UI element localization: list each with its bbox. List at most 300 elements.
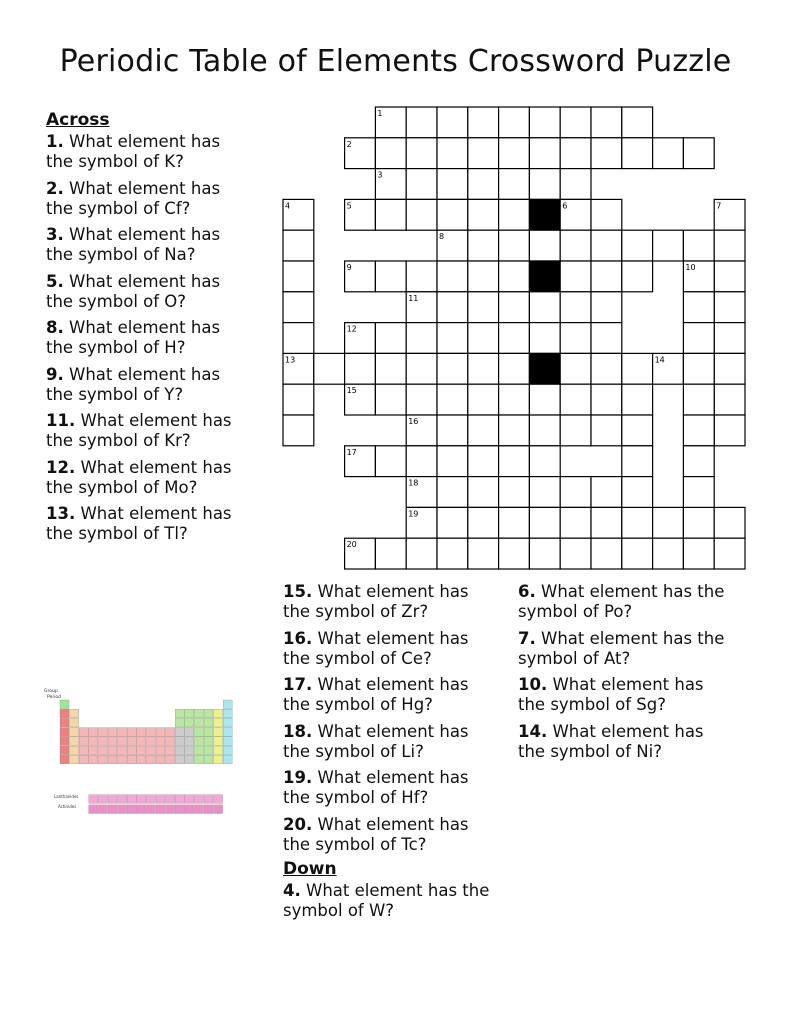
crossword-cell[interactable]	[437, 138, 468, 169]
crossword-cell[interactable]	[437, 107, 468, 138]
clue-text: What element has the symbol of Li?	[283, 721, 469, 761]
crossword-cell[interactable]	[283, 230, 314, 261]
crossword-cell[interactable]	[437, 384, 468, 415]
periodic-table-cell	[223, 709, 232, 718]
crossword-cell[interactable]	[683, 415, 714, 446]
crossword-cell[interactable]	[529, 538, 560, 569]
clue-text: What element has the symbol of Tc?	[283, 814, 469, 854]
cell-number: 18	[408, 478, 419, 488]
crossword-cell[interactable]	[529, 107, 560, 138]
crossword-cell[interactable]	[714, 538, 745, 569]
periodic-table-cell	[98, 795, 107, 804]
clue-text: What element has the symbol of At?	[518, 628, 725, 668]
crossword-cell[interactable]	[529, 169, 560, 200]
crossword-cell[interactable]	[437, 261, 468, 292]
crossword-cell[interactable]	[437, 538, 468, 569]
crossword-cell[interactable]	[591, 384, 622, 415]
crossword-cell[interactable]	[591, 477, 622, 508]
crossword-cell[interactable]	[468, 261, 499, 292]
clue-text: What element has the symbol of H?	[46, 318, 221, 357]
periodic-table-cell	[118, 746, 127, 755]
crossword-cell[interactable]	[714, 384, 745, 415]
periodic-table-cell	[98, 737, 107, 746]
crossword-cell[interactable]	[714, 415, 745, 446]
crossword-cell[interactable]	[622, 415, 653, 446]
crossword-cell[interactable]	[283, 384, 314, 415]
periodic-table-cell	[108, 746, 117, 755]
periodic-table-cell	[166, 755, 175, 764]
periodic-table-cell	[137, 746, 146, 755]
periodic-table-cell	[156, 755, 165, 764]
crossword-cell[interactable]	[622, 538, 653, 569]
periodic-table-cell	[204, 728, 213, 737]
cell-number: 20	[346, 540, 357, 550]
crossword-cell[interactable]	[437, 353, 468, 384]
crossword-cell[interactable]	[499, 415, 530, 446]
periodic-table-cell	[214, 709, 223, 718]
cell-number: 19	[408, 509, 419, 519]
crossword-cell[interactable]	[622, 230, 653, 261]
periodic-table-cell	[118, 755, 127, 764]
cell-number: 7	[716, 201, 722, 211]
periodic-table-cell	[185, 746, 194, 755]
crossword-cell[interactable]	[560, 353, 591, 384]
crossword-cell[interactable]	[622, 261, 653, 292]
periodic-table-cell	[89, 737, 98, 746]
crossword-cell[interactable]	[560, 261, 591, 292]
crossword-cell[interactable]	[529, 384, 560, 415]
clue-number: 18.	[283, 721, 313, 741]
crossword-cell[interactable]	[406, 199, 437, 230]
crossword-cell[interactable]	[560, 384, 591, 415]
crossword-cell[interactable]	[529, 230, 560, 261]
crossword-cell[interactable]	[437, 292, 468, 323]
crossword-cell[interactable]	[591, 292, 622, 323]
crossword-cell[interactable]	[375, 199, 406, 230]
crossword-cell[interactable]	[283, 323, 314, 354]
clue-text: What element has the symbol of Sg?	[518, 675, 704, 714]
crossword-cell[interactable]	[683, 384, 714, 415]
crossword-cell[interactable]	[683, 538, 714, 569]
clue-number: 7.	[518, 628, 536, 648]
periodic-table-cell	[146, 737, 155, 746]
crossword-cell[interactable]	[499, 538, 530, 569]
periodic-table-cell	[118, 805, 127, 814]
periodic-table-cell	[156, 728, 165, 737]
crossword-cell[interactable]	[622, 446, 653, 477]
crossword-cell[interactable]	[529, 415, 560, 446]
clue-text: What element has the symbol of W?	[283, 881, 490, 920]
periodic-table-cell	[60, 755, 69, 764]
crossword-cell[interactable]	[468, 446, 499, 477]
periodic-table-cell	[214, 737, 223, 746]
clue-text: What element has the symbol of Hf?	[283, 768, 469, 807]
periodic-table-cell	[137, 728, 146, 737]
crossword-cell[interactable]	[375, 446, 406, 477]
crossword-cell[interactable]	[591, 261, 622, 292]
crossword-cell[interactable]	[499, 107, 530, 138]
periodic-table-image	[44, 686, 276, 816]
periodic-table-cell	[127, 737, 136, 746]
periodic-table-cell	[60, 718, 69, 727]
periodic-table-cell	[223, 755, 232, 764]
crossword-cell[interactable]	[499, 261, 530, 292]
periodic-table-cell	[204, 718, 213, 727]
crossword-cell[interactable]	[560, 230, 591, 261]
crossword-cell[interactable]	[468, 507, 499, 538]
crossword-cell[interactable]	[499, 507, 530, 538]
periodic-table-cell	[204, 709, 213, 718]
crossword-cell[interactable]	[529, 323, 560, 354]
clue-number: 9.	[46, 364, 64, 384]
crossword-cell[interactable]	[683, 446, 714, 477]
crossword-cell[interactable]	[437, 477, 468, 508]
periodic-table-cell	[70, 737, 79, 746]
periodic-table-cell	[214, 746, 223, 755]
clue-text: What element has the symbol of Cf?	[46, 178, 221, 218]
crossword-cell[interactable]	[375, 353, 406, 384]
periodic-table-cell	[98, 728, 107, 737]
crossword-cell[interactable]	[468, 138, 499, 169]
crossword-cell[interactable]	[468, 415, 499, 446]
periodic-table-cell	[214, 805, 223, 814]
periodic-table-cell	[166, 728, 175, 737]
crossword-cell[interactable]	[622, 353, 653, 384]
crossword-cell[interactable]	[560, 415, 591, 446]
periodic-table-cell	[137, 805, 146, 814]
clue-number: 8.	[46, 318, 64, 337]
crossword-cell[interactable]	[591, 538, 622, 569]
periodic-table-cell	[137, 795, 146, 804]
periodic-table-cell	[223, 737, 232, 746]
periodic-table-cell	[223, 718, 232, 727]
periodic-table-cell	[146, 795, 155, 804]
periodic-table-cell	[127, 795, 136, 804]
periodic-table-cell	[175, 795, 184, 804]
clue-number: 16.	[283, 628, 313, 648]
crossword-black-cell	[529, 353, 560, 384]
crossword-cell[interactable]	[714, 353, 745, 384]
periodic-table-cell	[89, 728, 98, 737]
crossword-cell[interactable]	[622, 384, 653, 415]
periodic-table-cell	[194, 805, 203, 814]
cell-number: 8	[439, 232, 445, 242]
crossword-cell[interactable]	[591, 107, 622, 138]
periodic-table-cell	[98, 746, 107, 755]
crossword-cell[interactable]	[406, 261, 437, 292]
crossword-cell[interactable]	[375, 538, 406, 569]
crossword-cell[interactable]	[468, 384, 499, 415]
crossword-cell[interactable]	[683, 477, 714, 508]
periodic-table-cell	[166, 805, 175, 814]
clue-number: 19.	[283, 768, 313, 787]
clue-number: 6.	[518, 582, 536, 601]
periodic-table-cell	[89, 795, 98, 804]
clue-number: 4.	[283, 881, 301, 900]
clue-text: What element has the symbol of Y?	[46, 364, 221, 404]
periodic-table-cell	[60, 709, 69, 718]
crossword-cell[interactable]	[375, 138, 406, 169]
crossword-cell[interactable]	[468, 477, 499, 508]
periodic-table-cell	[194, 746, 203, 755]
crossword-cell[interactable]	[375, 384, 406, 415]
periodic-table-cell	[108, 805, 117, 814]
crossword-cell[interactable]	[591, 353, 622, 384]
crossword-cell[interactable]	[653, 507, 684, 538]
crossword-cell[interactable]	[468, 230, 499, 261]
crossword-cell[interactable]	[560, 169, 591, 200]
periodic-table-cell	[185, 737, 194, 746]
cell-number: 3	[377, 170, 383, 180]
clue-number: 15.	[283, 582, 313, 601]
clue-number: 17.	[283, 675, 313, 694]
crossword-cell[interactable]	[591, 199, 622, 230]
periodic-table-cell	[185, 728, 194, 737]
clue-text: What element has the symbol of O?	[46, 271, 221, 311]
clue-text: What element has the symbol of Hg?	[283, 675, 469, 714]
crossword-cell[interactable]	[499, 138, 530, 169]
clue-number: 10.	[518, 675, 548, 694]
periodic-table-cell	[60, 700, 69, 709]
periodic-table-cell	[98, 755, 107, 764]
crossword-cell[interactable]	[499, 353, 530, 384]
periodic-table-cell	[89, 755, 98, 764]
crossword-cell[interactable]	[653, 230, 684, 261]
periodic-table-cell	[70, 728, 79, 737]
periodic-table-cell	[79, 746, 88, 755]
crossword-cell[interactable]	[714, 323, 745, 354]
clue-text: What element has the symbol of Ni?	[518, 721, 704, 761]
clue-text: What element has the symbol of Tl?	[46, 504, 232, 543]
cell-number: 16	[408, 417, 419, 426]
periodic-table-cell	[146, 746, 155, 755]
crossword-cell[interactable]	[499, 169, 530, 200]
crossword-cell[interactable]	[406, 323, 437, 354]
cell-number: 13	[285, 355, 296, 365]
periodic-table-cell	[194, 755, 203, 764]
periodic-table-cell	[185, 755, 194, 764]
periodic-table-cell	[214, 718, 223, 727]
crossword-cell[interactable]	[591, 230, 622, 261]
crossword-cell[interactable]	[283, 261, 314, 292]
periodic-table-cell	[137, 737, 146, 746]
periodic-table-cell	[108, 737, 117, 746]
crossword-cell[interactable]	[437, 323, 468, 354]
crossword-cell[interactable]	[591, 138, 622, 169]
periodic-table-cell	[175, 728, 184, 737]
crossword-cell[interactable]	[714, 292, 745, 323]
periodic-table-cell	[79, 755, 88, 764]
periodic-table-cell	[175, 709, 184, 718]
crossword-cell[interactable]	[560, 477, 591, 508]
crossword-cell[interactable]	[622, 107, 653, 138]
pt-group-label: Group	[44, 689, 58, 694]
crossword-black-cell	[529, 199, 560, 230]
crossword-cell[interactable]	[560, 138, 591, 169]
across-heading: Across	[46, 110, 110, 130]
crossword-cell[interactable]	[283, 415, 314, 446]
cell-number: 15	[346, 386, 357, 396]
crossword-cell[interactable]	[529, 292, 560, 323]
periodic-table-cell	[89, 805, 98, 814]
crossword-cell[interactable]	[499, 292, 530, 323]
crossword-cell[interactable]	[468, 169, 499, 200]
cell-number: 10	[685, 263, 696, 272]
crossword-cell[interactable]	[560, 538, 591, 569]
crossword-cell[interactable]	[437, 446, 468, 477]
crossword-cell[interactable]	[468, 292, 499, 323]
crossword-cell[interactable]	[468, 107, 499, 138]
cell-number: 17	[346, 447, 357, 457]
periodic-table-cell	[127, 755, 136, 764]
clue-number: 11.	[46, 411, 76, 430]
clue-text: What element has the symbol of K?	[46, 132, 221, 171]
periodic-table-cell	[127, 728, 136, 737]
periodic-table-cell	[223, 746, 232, 755]
periodic-table-cell	[175, 718, 184, 727]
periodic-table-cell	[118, 795, 127, 804]
crossword-cell[interactable]	[437, 169, 468, 200]
crossword-cell[interactable]	[529, 446, 560, 477]
crossword-cell[interactable]	[406, 107, 437, 138]
crossword-cell[interactable]	[468, 199, 499, 230]
crossword-cell[interactable]	[653, 138, 684, 169]
crossword-cell[interactable]	[653, 538, 684, 569]
crossword-cell[interactable]	[468, 323, 499, 354]
crossword-cell[interactable]	[529, 507, 560, 538]
periodic-table-cell	[175, 755, 184, 764]
crossword-cell[interactable]	[437, 507, 468, 538]
cell-number: 9	[346, 263, 352, 272]
crossword-cell[interactable]	[499, 446, 530, 477]
periodic-table-cell	[204, 755, 213, 764]
periodic-table-cell	[118, 728, 127, 737]
clue-text: What element has the symbol of Zr?	[283, 582, 469, 621]
periodic-table-cell	[60, 737, 69, 746]
clue-text: What element has the symbol of Ce?	[283, 628, 469, 668]
cell-number: 12	[346, 324, 357, 334]
crossword-cell[interactable]	[406, 384, 437, 415]
crossword-cell[interactable]	[683, 507, 714, 538]
crossword-cell[interactable]	[406, 538, 437, 569]
periodic-table-cell	[127, 746, 136, 755]
crossword-cell[interactable]	[622, 138, 653, 169]
clue-text: What element has the symbol of Po?	[518, 582, 725, 621]
page-title: Periodic Table of Elements Crossword Puzzle	[59, 44, 732, 79]
periodic-table-cell	[166, 737, 175, 746]
crossword-cell[interactable]	[406, 353, 437, 384]
crossword-cell[interactable]	[437, 199, 468, 230]
clue-text: What element has the symbol of Na?	[46, 225, 221, 264]
crossword-cell[interactable]	[591, 323, 622, 354]
crossword-cell[interactable]	[283, 292, 314, 323]
crossword-cell[interactable]	[683, 353, 714, 384]
crossword-cell[interactable]	[375, 323, 406, 354]
clue-text: What element has the symbol of Kr?	[46, 411, 232, 450]
periodic-table-cell	[204, 805, 213, 814]
crossword-cell[interactable]	[683, 323, 714, 354]
crossword-cell[interactable]	[529, 138, 560, 169]
down-heading: Down	[283, 859, 337, 879]
cell-number: 1	[377, 109, 383, 118]
crossword-cell[interactable]	[406, 138, 437, 169]
periodic-table-cell	[166, 746, 175, 755]
cell-number: 2	[346, 139, 352, 149]
periodic-table-cell	[108, 795, 117, 804]
crossword-cell[interactable]	[499, 199, 530, 230]
periodic-table-cell	[79, 728, 88, 737]
crossword-cell[interactable]	[499, 323, 530, 354]
periodic-table-cell	[175, 746, 184, 755]
periodic-table-cell	[185, 709, 194, 718]
periodic-table-cell	[175, 737, 184, 746]
clue-number: 14.	[518, 721, 548, 741]
crossword-cell[interactable]	[345, 353, 376, 384]
crossword-cell[interactable]	[560, 292, 591, 323]
periodic-table-cell	[214, 755, 223, 764]
periodic-table-cell	[223, 728, 232, 737]
periodic-table-cell	[79, 737, 88, 746]
periodic-table-cell	[166, 795, 175, 804]
crossword-cell[interactable]	[683, 292, 714, 323]
cell-number: 11	[408, 293, 419, 303]
crossword-cell[interactable]	[622, 507, 653, 538]
crossword-cell[interactable]	[560, 507, 591, 538]
periodic-table-cell	[214, 795, 223, 804]
crossword-cell[interactable]	[683, 138, 714, 169]
crossword-cell[interactable]	[714, 507, 745, 538]
cell-number: 14	[654, 355, 665, 365]
crossword-cell[interactable]	[591, 507, 622, 538]
crossword-cell[interactable]	[714, 230, 745, 261]
crossword-cell[interactable]	[499, 230, 530, 261]
periodic-table-cell	[98, 805, 107, 814]
crossword-cell[interactable]	[499, 384, 530, 415]
periodic-table-cell	[146, 728, 155, 737]
crossword-cell[interactable]	[529, 477, 560, 508]
crossword-cell[interactable]	[591, 415, 622, 446]
periodic-table-cell	[214, 728, 223, 737]
crossword-cell[interactable]	[468, 353, 499, 384]
crossword-cell[interactable]	[560, 323, 591, 354]
clue-number: 13.	[46, 504, 76, 523]
clue-number: 12.	[46, 457, 76, 477]
crossword-cell[interactable]	[406, 446, 437, 477]
crossword-cell[interactable]	[375, 261, 406, 292]
crossword-cell[interactable]	[437, 415, 468, 446]
crossword-cell[interactable]	[683, 230, 714, 261]
crossword-cell[interactable]	[560, 107, 591, 138]
periodic-table-cell	[204, 737, 213, 746]
periodic-table-cell	[70, 746, 79, 755]
crossword-cell[interactable]	[714, 261, 745, 292]
periodic-table-cell	[194, 718, 203, 727]
periodic-table-cell	[204, 795, 213, 804]
periodic-table-cell	[204, 746, 213, 755]
crossword-cell[interactable]	[406, 169, 437, 200]
clue-number: 5.	[46, 271, 64, 291]
periodic-table-cell	[175, 805, 184, 814]
clue-number: 2.	[46, 178, 64, 198]
crossword-cell[interactable]	[622, 477, 653, 508]
periodic-table-cell	[156, 795, 165, 804]
crossword-cell[interactable]	[499, 477, 530, 508]
periodic-table-cell	[118, 737, 127, 746]
crossword-cell[interactable]	[314, 353, 345, 384]
crossword-cell[interactable]	[468, 538, 499, 569]
periodic-table-cell	[137, 755, 146, 764]
periodic-table-cell	[108, 728, 117, 737]
